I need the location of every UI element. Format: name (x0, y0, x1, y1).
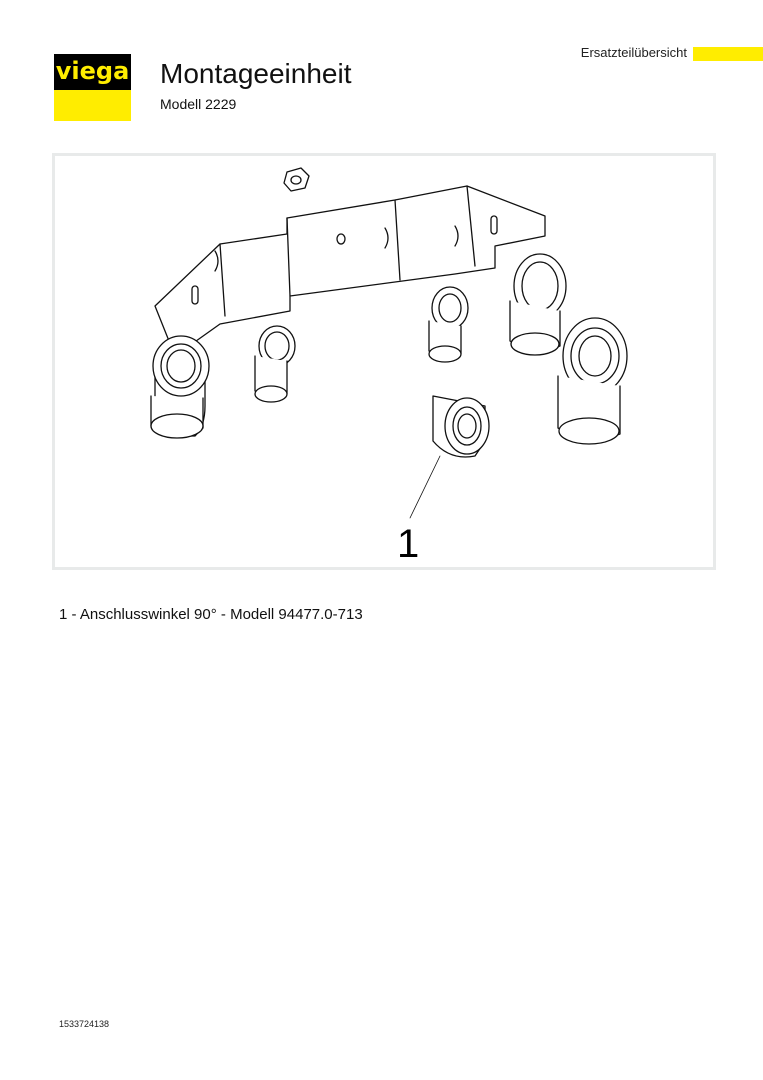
bracket-drawing (155, 186, 545, 356)
page-subtitle: Modell 2229 (160, 96, 237, 112)
exploded-view-figure (52, 153, 716, 570)
viega-logo (54, 54, 131, 121)
document-type-marker (693, 47, 763, 61)
parts-legend-item: 1 - Anschlusswinkel 90° - Modell 94477.0-713 (59, 606, 363, 623)
mounting-unit-drawing (55, 156, 713, 567)
document-type: Ersatzteilübersicht (580, 45, 687, 60)
nut-drawing (284, 168, 309, 191)
elbow-right-lower (558, 318, 627, 444)
logo-wordmark: viega (55, 57, 130, 85)
page-title: Montageeinheit (160, 58, 352, 89)
document-number: 1533724138 (59, 1019, 110, 1029)
part-1-angle-fitting (433, 396, 489, 457)
logo-yellow-block (54, 90, 131, 121)
elbow-right-upper (510, 254, 566, 355)
elbow-left-small (255, 326, 295, 402)
elbow-center-small (429, 287, 468, 362)
elbow-left-large (151, 336, 209, 438)
callout-leader-line (410, 456, 440, 518)
callout-number-1: 1 (397, 522, 420, 566)
